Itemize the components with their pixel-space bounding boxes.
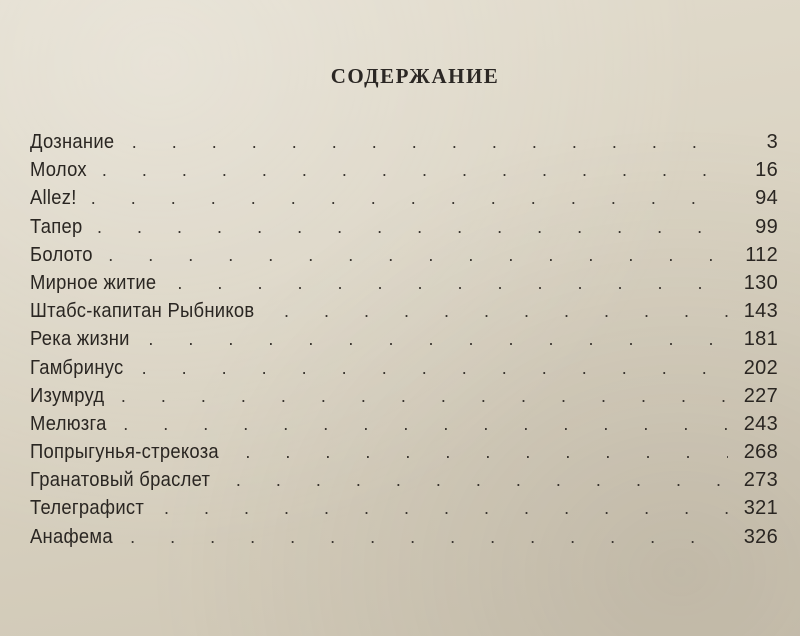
toc-entry xyxy=(30,184,778,212)
toc-entry-page: 181 xyxy=(743,328,778,351)
toc-entry-title: Анафема xyxy=(30,525,113,548)
toc-entry-page: 3 xyxy=(766,131,778,153)
dot-leader xyxy=(97,213,728,241)
dot-leader xyxy=(91,184,728,212)
toc-entry xyxy=(30,269,778,297)
page-title: СОДЕРЖАНИЕ xyxy=(330,64,500,88)
toc-entry-page: 130 xyxy=(743,271,778,294)
toc-entry-page: 227 xyxy=(743,384,778,407)
toc-entry-title: Попрыгунья-стрекоза xyxy=(30,441,219,464)
toc-entry-title: Мелюзга xyxy=(30,412,107,435)
toc-entry-title: Река жизни xyxy=(30,328,130,351)
toc-entry-page: 202 xyxy=(743,356,778,379)
toc-entry-page: 326 xyxy=(743,525,778,548)
toc-entry xyxy=(30,354,778,382)
toc-entry-page: 321 xyxy=(743,497,778,520)
toc-entry-page: 268 xyxy=(743,441,778,464)
toc-entry-page: 94 xyxy=(755,187,778,210)
dot-leader xyxy=(236,466,728,494)
toc-entry-page: 99 xyxy=(755,215,778,238)
toc-entry-title: Дознание xyxy=(30,131,115,153)
toc-entry-title: Гамбринус xyxy=(30,356,124,379)
toc-entry-page: 243 xyxy=(743,412,778,435)
toc-entry-title: Телеграфист xyxy=(30,497,145,520)
dot-leader xyxy=(130,523,728,551)
dot-leader xyxy=(123,410,728,438)
dot-leader xyxy=(121,382,728,410)
toc-entry-title: Изумруд xyxy=(30,384,105,407)
dot-leader xyxy=(132,128,728,156)
toc-entry-title: Болото xyxy=(30,243,93,266)
toc-entry xyxy=(30,241,778,269)
dot-leader xyxy=(164,494,728,522)
toc-entry xyxy=(30,410,778,438)
toc-entry xyxy=(30,494,778,522)
toc-entry-title: Allez! xyxy=(30,187,77,210)
dot-leader xyxy=(108,241,728,269)
toc-entry xyxy=(30,523,778,551)
toc-entry xyxy=(30,466,778,494)
table-of-contents xyxy=(30,128,778,551)
toc-entry xyxy=(30,325,778,353)
dot-leader xyxy=(148,325,728,353)
dot-leader xyxy=(177,269,728,297)
dot-leader xyxy=(102,156,728,184)
toc-entry-page: 112 xyxy=(745,243,778,266)
toc-entry-title: Молох xyxy=(30,159,87,182)
dot-leader xyxy=(245,438,728,466)
dot-leader xyxy=(142,354,728,382)
toc-entry xyxy=(30,382,778,410)
toc-entry-page: 143 xyxy=(743,300,778,323)
toc-entry xyxy=(30,213,778,241)
toc-entry xyxy=(30,438,778,466)
dot-leader xyxy=(284,297,728,325)
toc-entry xyxy=(30,297,778,325)
toc-entry-title: Штабс-капитан Рыбников xyxy=(30,300,255,323)
toc-entry-title: Тапер xyxy=(30,215,83,238)
toc-entry-title: Гранатовый браслет xyxy=(30,469,211,492)
toc-entry xyxy=(30,156,778,184)
toc-entry-page: 16 xyxy=(755,159,778,182)
toc-entry xyxy=(30,128,778,156)
toc-entry-page: 273 xyxy=(743,469,778,492)
toc-entry-title: Мирное житие xyxy=(30,271,157,294)
